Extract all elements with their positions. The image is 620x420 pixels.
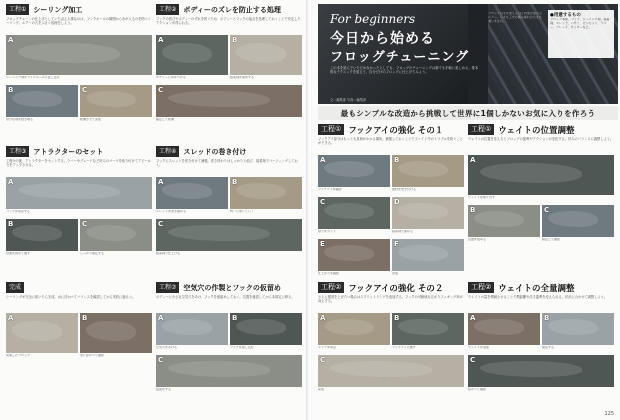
photo: B [468, 205, 540, 237]
step-title: フックアイの強化 その２ [348, 283, 444, 294]
photo: A [156, 313, 228, 345]
step-number: 工程③ [6, 146, 29, 157]
hero-lead-text: この本を読んでいただかなかったとしても、フロッグのチューニングは誰でも手軽に楽しめる。基本的なテクニックを覚えて、自分だけのフロッグに仕上げてみよう。 [330, 66, 479, 75]
step-header [6, 4, 152, 15]
right-page [312, 0, 620, 420]
photo-cell: C 固定して乾燥 [156, 85, 302, 125]
materials-box [548, 10, 614, 58]
photo-cell: A リングを用意 [318, 313, 390, 353]
photo-cell: C 完成 [318, 355, 464, 395]
page-number: 125 [604, 411, 614, 417]
step-number: 工程④ [156, 146, 179, 157]
left-section-6 [156, 282, 302, 395]
photo: C [156, 85, 302, 117]
for-beginners-label: For beginners [330, 12, 416, 26]
photo: A [468, 313, 540, 345]
step-text: フックの遊びやボディーのずれを防ぐため、ボディーとフックの接点を処理しておくことで安定したアクションが得られる。 [156, 17, 301, 26]
photo: B [542, 313, 614, 345]
photo-cell: B 接着剤を塗布する [230, 35, 302, 83]
step-header [468, 282, 614, 293]
hero-header [318, 4, 618, 104]
photo: B [6, 219, 78, 251]
photo: B [6, 85, 78, 117]
step-text: ボディーに小さな空気穴をあけ、フックを仮留めしておく。位置を確認してから本固定に移る。 [156, 295, 295, 299]
step-header [6, 282, 152, 293]
step-number: 工程② [318, 282, 344, 293]
step-header [156, 146, 302, 157]
photo: B [230, 35, 302, 75]
left-section-1 [6, 4, 152, 125]
step-title: ウェイトの全量調整 [498, 283, 575, 294]
photo-cell: A パーツを用意する [6, 177, 152, 217]
step-text: ウェイトの量を増減させることで飛距離や浮き姿勢を変えられる。状況に合わせて調整しよう。 [468, 295, 608, 299]
photo: E [318, 239, 390, 271]
photo: B [230, 177, 302, 209]
step-header [156, 4, 302, 15]
step-number: 工程② [468, 282, 494, 293]
photo: B [80, 313, 152, 353]
left-section-3 [6, 146, 152, 259]
photo-cell: F 完成 [392, 239, 464, 279]
photo-cell: C 乾燥させて完成 [80, 85, 152, 125]
photo-cell: E 仕上がりを確認 [318, 239, 390, 279]
photo-cell: C しっかり固定する [80, 219, 152, 259]
photo-cell: B 余分な剤を拭き取る [6, 85, 78, 125]
hero-title-line-2: フロッグチューニング [330, 50, 470, 65]
left-page [0, 0, 308, 420]
step-title: シーリング加工 [33, 5, 83, 14]
photo-cell: B フックを差し込む [230, 313, 302, 353]
photo-cell: A シーリング剤をフックホールに流し込む [6, 35, 152, 83]
right-section-1 [318, 124, 464, 279]
photo-cell: D 接着剤で固める [392, 197, 464, 237]
photo-cell: A フックアイを確認 [318, 155, 390, 195]
step-title: ボディーのズレを防止する処理 [183, 5, 281, 14]
photo: A [6, 313, 78, 353]
photo-cell: B 水に浮かべて確認 [80, 313, 152, 361]
photo: A [6, 35, 152, 75]
photo-cell: B 位置を決めて通す [6, 219, 78, 259]
photo-cell: C 浮かべて確認 [468, 355, 614, 395]
step-number: 工程① [318, 124, 344, 135]
photo-cell: A ボディーに印をつける [156, 35, 228, 83]
photo: A [318, 313, 390, 345]
left-section-4 [156, 146, 302, 259]
step-text: フックアイ部分はもっとも負荷がかかる場所。補強しておくことでファイト中のトラブルを防ぐことができる。 [318, 137, 463, 146]
hero-credit: 文＝編集部 写真＝編集部 [330, 98, 367, 102]
photo: A [156, 177, 228, 209]
left-section-5 [6, 282, 152, 361]
step-text: シーリングが完全に乾いたら完成。水に浮かべてバランスを確認してから実釣に臨もう。 [6, 295, 136, 299]
step-title: スレッドの巻き付け [183, 147, 247, 156]
tagline-bar [318, 106, 618, 120]
tagline-text: 最もシンプルな改造から挑戦して世界に1個しかないお気に入りを作ろう [340, 108, 596, 118]
step-header [156, 282, 302, 293]
left-section-2 [156, 4, 302, 125]
photo-cell: B 均一に巻いていく [230, 177, 302, 217]
hero-side-text: フロッグは手を加えるほど釣果が変わるルアー。小さな工夫の積み重ねが大きな違いを生む。 [488, 12, 542, 23]
photo: D [392, 197, 464, 229]
step-number: 工程⑦ [156, 282, 179, 293]
photo-cell: B フックアイに通す [392, 313, 464, 353]
photo-cell: C 余りをカット [318, 197, 390, 237]
step-header [6, 146, 152, 157]
photo: C [542, 205, 614, 237]
materials-text: フロッグ本体、フック、シーリング剤、接着剤、スレッド、ハサミ、ピンセット、ラバー、ブレード、カッターなど。 [550, 18, 610, 29]
photo: A [6, 177, 152, 209]
photo: A [318, 155, 390, 187]
photo: C [318, 355, 464, 387]
step-title: ウェイトの位置調整 [498, 125, 575, 136]
photo: C [318, 197, 390, 229]
photo-cell: A 空気穴をあける [156, 313, 228, 353]
step-title: 空気穴の作製とフックの仮留め [183, 283, 281, 292]
photo: C [80, 219, 152, 251]
step-header [468, 124, 614, 135]
step-number: 工程① [6, 4, 29, 15]
step-number: 完成 [6, 282, 24, 293]
step-title: フックアイの強化 その１ [348, 125, 444, 136]
step-header [318, 282, 464, 293]
photo-cell: A ウェイトを追加 [468, 313, 540, 353]
step-text: さらに強度を上げたい場合はスプリットリングを追加する。フックの可動域も広がりフッキング率が向上する。 [318, 295, 463, 304]
photo: A [156, 35, 228, 75]
step-title: アトラクターのセット [33, 147, 104, 156]
photo-cell: B 固定する [542, 313, 614, 353]
step-text: ウェイトの位置を変えるとフロッグの姿勢やアクションが変化する。好みのバランスに調整しよう。 [468, 137, 614, 141]
right-section-4 [468, 282, 614, 395]
photo-cell: B 位置を決める [468, 205, 540, 245]
photo: C [468, 355, 614, 387]
photo: F [392, 239, 464, 271]
photo-cell: A スレッドを巻き始める [156, 177, 228, 217]
step-header [318, 124, 464, 135]
photo: A [468, 155, 614, 195]
photo-cell: C 仮留めする [156, 355, 302, 395]
right-section-2 [468, 124, 614, 245]
hero-title-line-1: 今日から始める [330, 31, 435, 47]
photo-cell: B 線材を巻き付ける [392, 155, 464, 195]
photo: B [392, 155, 464, 187]
photo-cell: C 接着剤で仕上げる [156, 219, 302, 259]
step-text: 工程②の後、アトラクターをセットする。ラバーやブレードなど好みのパーツを取り付けてアピール力をアップさせる。 [6, 159, 151, 168]
step-number: 工程② [156, 4, 179, 15]
photo-cell: A ウェイトを取り出す [468, 155, 614, 203]
photo-cell: A 完成したフロッグ [6, 313, 78, 361]
photo: B [230, 313, 302, 345]
photo: C [80, 85, 152, 117]
step-text: フックにスレッドを巻き付けて補強。巻き終わりはしっかりと結び、接着剤でコーティングしておく。 [156, 159, 298, 168]
photo: C [156, 219, 302, 251]
step-text: フロッグチューンの仕上げとしていちばん大事なのは、フックホールの隙間から水が入るのを防ぐシーリング。ルアーの穴をふさぐ処理をしよう。 [6, 17, 152, 26]
right-section-3 [318, 282, 464, 395]
photo: B [392, 313, 464, 345]
materials-title: ●用意するもの [550, 13, 581, 18]
photo-cell: C 固定して確認 [542, 205, 614, 245]
photo: C [156, 355, 302, 387]
step-number: 工程① [468, 124, 494, 135]
